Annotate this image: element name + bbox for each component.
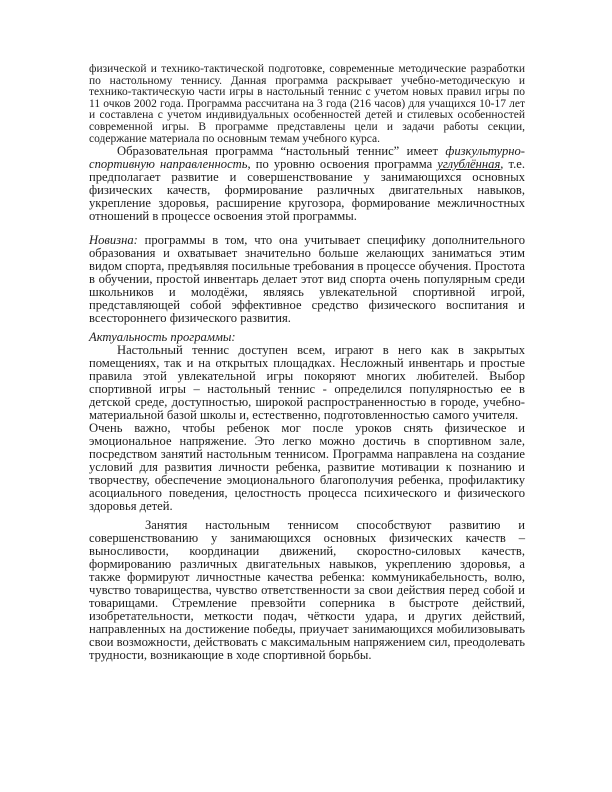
relevance-block bbox=[89, 331, 525, 662]
intro-block bbox=[89, 64, 525, 145]
relevance-paragraph-1: Настольный теннис доступен всем, играют в него как в закрытых помещениях, так и на открытых площадках. Несложный инвентарь и простые правила этой увлекательной игры покоряют многих любителей. Выбор спортивной игры – настольный теннис - определился популярностью ее в детской среде, доступностью, широкой распространенностью в городе, учебно-материальной базой школы и, естественно, подготовленностью самого учителя. bbox=[89, 343, 525, 423]
relevance-paragraph-3: Занятия настольным теннисом способствуют развитию и совершенствованию у занимающихся основных физических качеств – выносливости, координации движений, скоростно-силовых качеств, формированию различных двигательных навыков, укреплению здоровья, а также формируют личностные качества ребенка: коммуникабельность, волю, чувство товарищества, чувство ответственности за свои действия перед собой и товарищами. Стремление превзойти соперника в быстроте действий, изобретательности, меткости подач, чёткости удара, и других действий, направленных на достижение победы, приучает занимающихся мобилизовывать свои возможности, действовать с максимальным напряжением сил, преодолевать трудности, возникающие в ходе спортивной борьбы. bbox=[89, 518, 525, 663]
direction-text-start: Образовательная программа “настольный теннис” имеет bbox=[117, 144, 446, 159]
direction-text-mid: , по уровню освоения программа bbox=[247, 157, 438, 172]
novelty-paragraph bbox=[89, 234, 525, 325]
direction-text-end: , т.е. предполагает развитие и совершенствование у занимающихся основных физических качеств, формирование различных двигательных навыков, укрепление здоровья, расширение кругозора, формирование межличностных отношений в процессе освоения этой программы. bbox=[89, 157, 525, 224]
program-direction-paragraph bbox=[89, 145, 525, 223]
level-underlined: углублённая bbox=[437, 157, 501, 172]
program-description-paragraph: физической и технико-тактической подготовке, современные методические разработки по настольному теннису. Данная программа раскрывает учебно-методическую и технико-тактическую части игры в настольный теннис с учетом новых правил игры по 11 очков 2002 года. Программа рассчитана на 3 года (216 часов) для учащихся 10-17 лет и составлена с учетом индивидуальных особенностей детей и стилевых особенностей современной игры. В программе представлены цели и задачи работы секции, содержание материала по основным темам учебного курса. bbox=[89, 63, 525, 145]
relevance-paragraph-2: Очень важно, чтобы ребенок мог после уроков снять физическое и эмоциональное напряжение. Это легко можно достичь в спортивном зале, посредством занятий настольным теннисом. Программа направлена на создание условий для развития личности ребенка, развитие мотивации к познанию и творчеству, обеспечение эмоционального благополучия ребенка, профилактику асоциального поведения, целостность процесса психического и физического здоровья детей. bbox=[89, 421, 525, 514]
direction-italic: физкультурно-спортивную направленность bbox=[89, 144, 525, 172]
direction-block bbox=[89, 145, 525, 223]
relevance-heading: Актуальность программы: bbox=[89, 330, 236, 345]
novelty-block bbox=[89, 234, 525, 325]
novelty-label: Новизна: bbox=[89, 233, 138, 248]
document-body bbox=[89, 64, 525, 662]
novelty-text: программы в том, что она учитывает специфику дополнительного образования и охватывает значительно больше желающих заниматься этим видом спорта, предъявляя посильные требования в процессе обучения. Простота в обучении, простой инвентарь делает этот вид спорта очень популярным среди школьников и молодёжи, являясь увлекательной спортивной игрой, представляющей собой эффективное средство физического воспитания и всестороннего физического развития. bbox=[89, 233, 525, 326]
